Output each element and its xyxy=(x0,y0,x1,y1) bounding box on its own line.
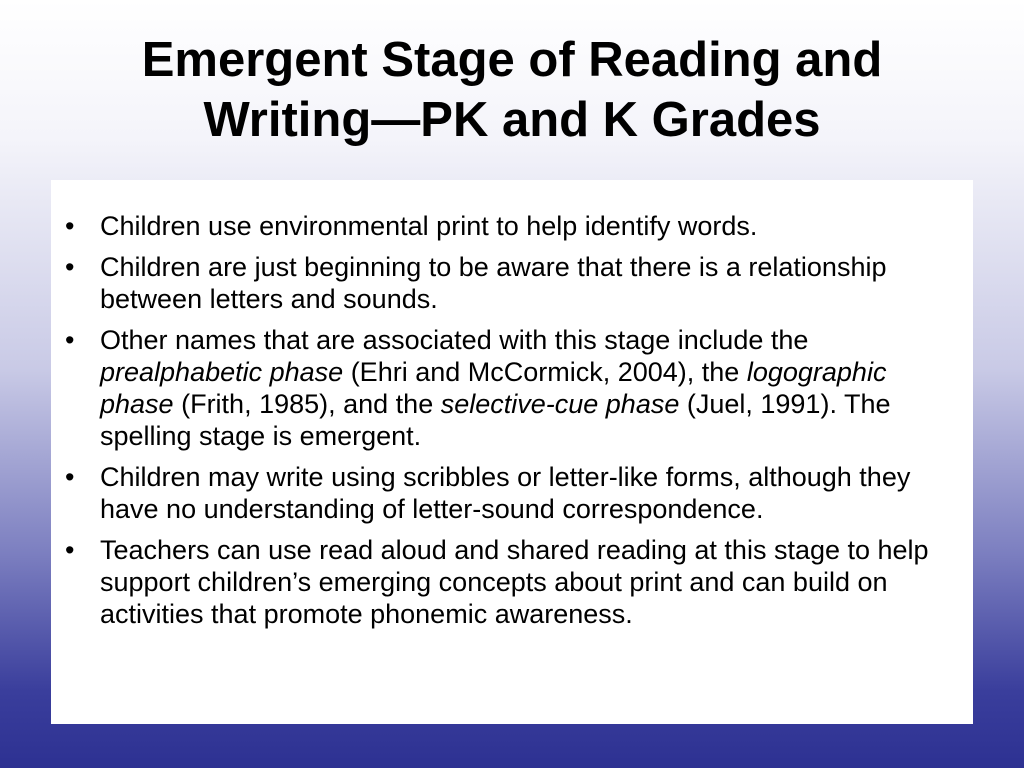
content-box xyxy=(51,180,973,724)
bullet-text-part: (Frith, 1985), and the xyxy=(173,389,441,419)
bullet-icon: • xyxy=(65,252,75,282)
bullet-letters-sounds xyxy=(63,251,955,315)
bullet-list xyxy=(63,210,955,630)
slide-title xyxy=(0,30,1024,150)
bullet-icon: • xyxy=(65,462,75,492)
bullet-environmental-print xyxy=(63,210,955,242)
bullet-icon: • xyxy=(65,325,75,355)
bullet-text-part: (Juel, 1991). The spelling stage is emergent. xyxy=(100,389,891,451)
bullet-text: Children may write using scribbles or letter-like forms, although they have no understanding of letter-sound correspondence. xyxy=(100,462,911,524)
term-logographic-phase: logographic phase xyxy=(100,357,887,419)
bullet-text-part: (Ehri and McCormick, 2004), the xyxy=(343,357,747,387)
title-line-2: Writing—PK and K Grades xyxy=(203,93,821,147)
bullet-other-names xyxy=(63,324,955,452)
title-line-1: Emergent Stage of Reading and xyxy=(141,33,883,87)
bullet-scribbles xyxy=(63,461,955,525)
bullet-text-part: Other names that are associated with this stage include the xyxy=(100,325,809,355)
term-prealphabetic-phase: prealphabetic phase xyxy=(100,357,344,387)
bullet-icon: • xyxy=(65,535,75,565)
bullet-text: Children are just beginning to be aware that there is a relationship between letters and sounds. xyxy=(100,252,887,314)
term-selective-cue-phase: selective-cue phase xyxy=(440,389,680,419)
bullet-text: Children use environmental print to help identify words. xyxy=(100,211,758,241)
bullet-text: Teachers can use read aloud and shared reading at this stage to help support children’s emerging concepts about print and can build on activities that promote phonemic awareness. xyxy=(100,535,929,629)
bullet-teachers xyxy=(63,534,955,630)
bullet-icon: • xyxy=(65,211,75,241)
